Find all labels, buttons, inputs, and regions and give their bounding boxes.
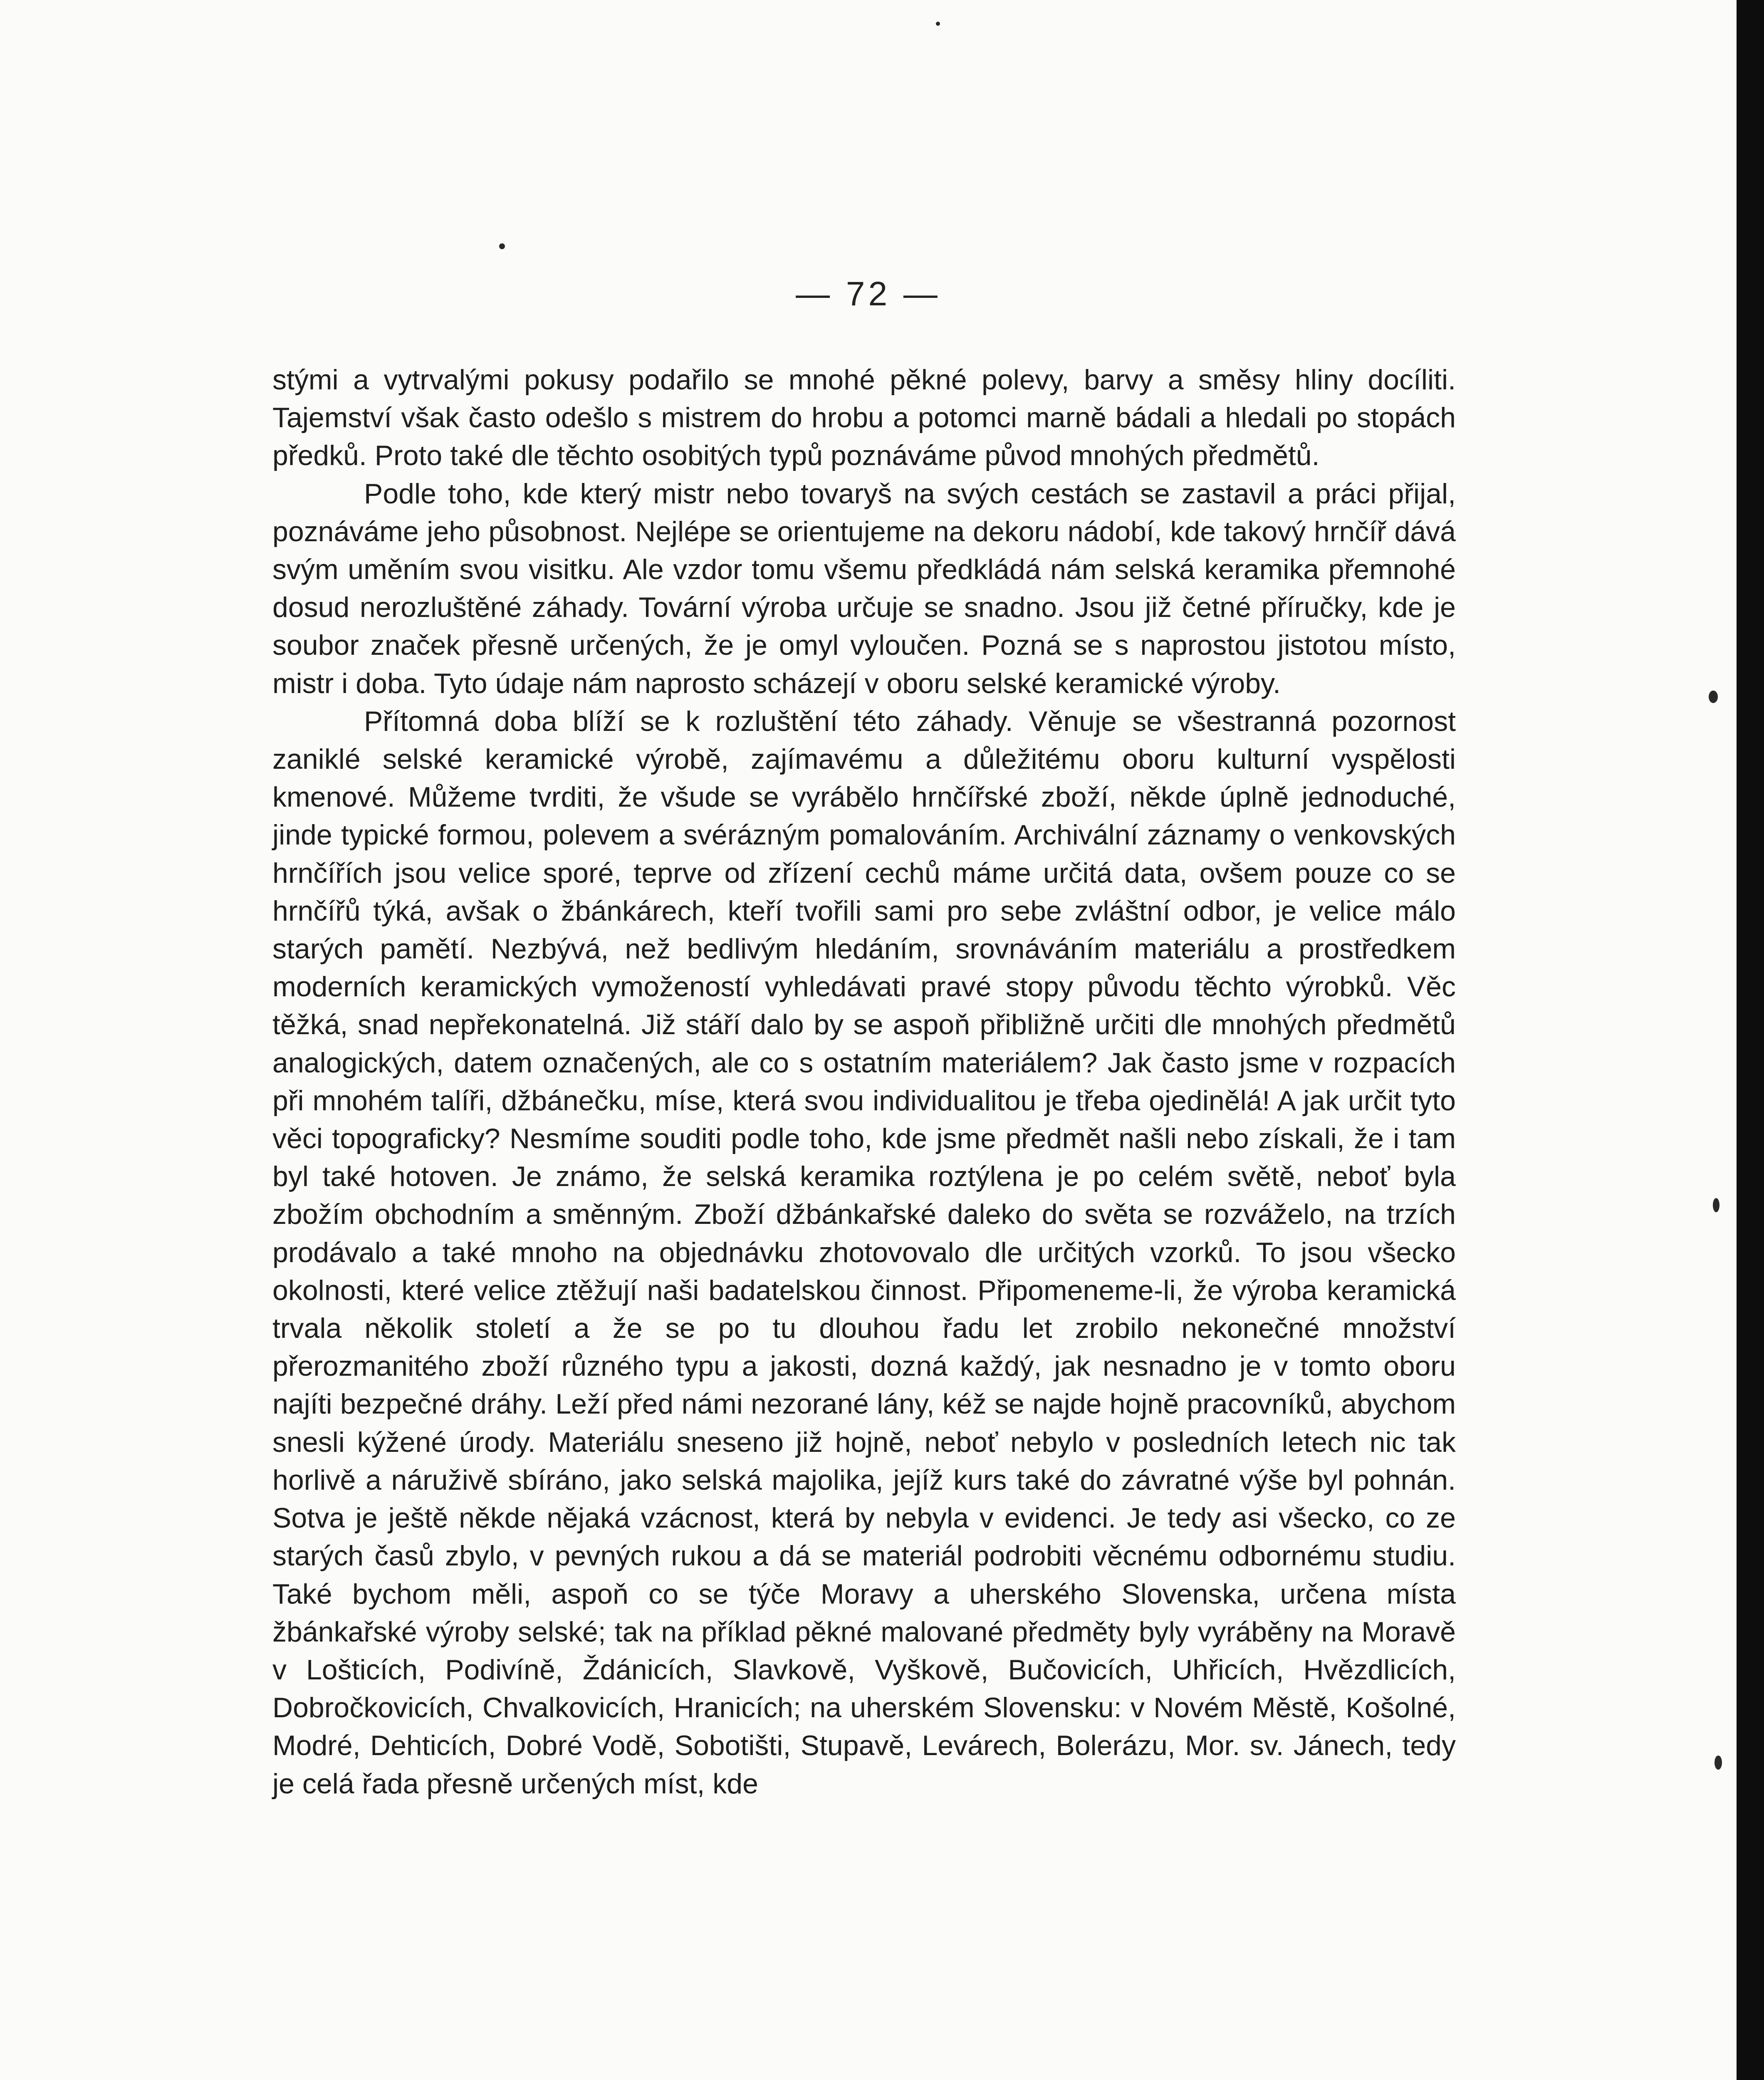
body-text: [272, 361, 1456, 1803]
dust-speck: [1715, 1756, 1722, 1770]
dust-speck: [936, 22, 940, 26]
paragraph: Přítomná doba blíží se k rozluštění této záhady. Věnuje se všestranná pozornost zaniklé selské keramické výrobě, zajímavému a důležitému oboru kulturní vyspělosti kmenové. Můžeme tvrditi, že všude se vyrábělo hrnčířské zboží, někde úplně jednoduché, jinde typické formou, polevem a svérázným pomalováním. Archivální záznamy o venkovských hrnčířích jsou velice sporé, teprve od zřízení cechů máme určitá data, ovšem pouze co se hrnčířů týká, avšak o žbánkárech, kteří tvořili sami pro sebe zvláštní odbor, je velice málo starých pamětí. Nezbývá, než bedlivým hledáním, srovnáváním materiálu a prostředkem moderních keramických vymožeností vyhledávati pravé stopy původu těchto výrobků. Věc těžká, snad nepřekonatelná. Již stáří dalo by se aspoň přibližně určiti dle mnohých předmětů analogických, datem označených, ale co s ostatním materiálem? Jak často jsme v rozpacích při mnohém talíři, džbánečku, míse, která svou individualitou je třeba ojedinělá! A jak určit tyto věci topograficky? Nesmíme souditi podle toho, kde jsme předmět našli nebo získali, že i tam byl také hotoven. Je známo, že selská keramika roztýlena je po celém světě, neboť byla zbožím obchodním a směnným. Zboží džbánkařské daleko do světa se rozváželo, na trzích prodávalo a také mnoho na objednávku zhotovovalo dle určitých vzorků. To jsou všecko okolnosti, které velice ztěžují naši badatelskou činnost. Připomeneme-li, že výroba keramická trvala několik století a že se po tu dlouhou řadu let zrobilo nekonečné množství přerozmanitého zboží různého typu a jakosti, dozná každý, jak nesnadno je v tomto oboru najíti bezpečné dráhy. Leží před námi nezorané lány, kéž se najde hojně pracovníků, abychom snesli kýžené úrody. Materiálu sneseno již hojně, neboť nebylo v posledních letech nic tak horlivě a náruživě sbíráno, jako selská majolika, jejíž kurs také do závratné výše byl pohnán. Sotva je ještě někde nějaká vzácnost, která by nebyla v evidenci. Je tedy asi všecko, co ze starých časů zbylo, v pevných rukou a dá se materiál podrobiti věcnému odbornému studiu. Také bychom měli, aspoň co se týče Moravy a uherského Slovenska, určena místa žbánkařské výroby selské; tak na příklad pěkné malované předměty byly vyráběny na Moravě v Lošticích, Podivíně, Ždánicích, Slavkově, Vyškově, Bučovicích, Uhřicích, Hvězdlicích, Dobročkovicích, Chvalkovicích, Hranicích; na uherském Slovensku: v Novém Městě, Košolné, Modré, Dehticích, Dobré Vodě, Sobotišti, Stupavě, Levárech, Bolerázu, Mor. sv. Jánech, tedy je celá řada přesně určených míst, kde: [272, 705, 1456, 1800]
dust-speck: [499, 243, 505, 249]
dust-speck: [1713, 1198, 1719, 1212]
paragraph-continuation: stými a vytrvalými pokusy podařilo se mnohé pěkné polevy, barvy a směsy hliny docíliti. Tajemství však často odešlo s mistrem do hrobu a potomci marně bádali a hledali po stopách předků. Proto také dle těchto osobitých typů poznáváme původ mnohých předmětů.: [272, 364, 1456, 472]
page-number: — 72 —: [796, 275, 941, 313]
paragraph: Podle toho, kde který mistr nebo tovaryš na svých cestách se zastavil a práci přijal, poznáváme jeho působnost. Nejlépe se orientujeme na dekoru nádobí, kde takový hrnčíř dává svým uměním svou visitku. Ale vzdor tomu všemu předkládá nám selská keramika přemnohé dosud nerozluštěné záhady. Tovární výroba určuje se snadno. Jsou již četné příručky, kde je soubor značek přesně určených, že je omyl vyloučen. Pozná se s naprostou jistotou místo, mistr i doba. Tyto údaje nám naprosto scházejí v oboru selské keramické výroby.: [272, 478, 1456, 699]
dust-speck: [1709, 691, 1718, 703]
scan-edge: [1737, 0, 1764, 2080]
